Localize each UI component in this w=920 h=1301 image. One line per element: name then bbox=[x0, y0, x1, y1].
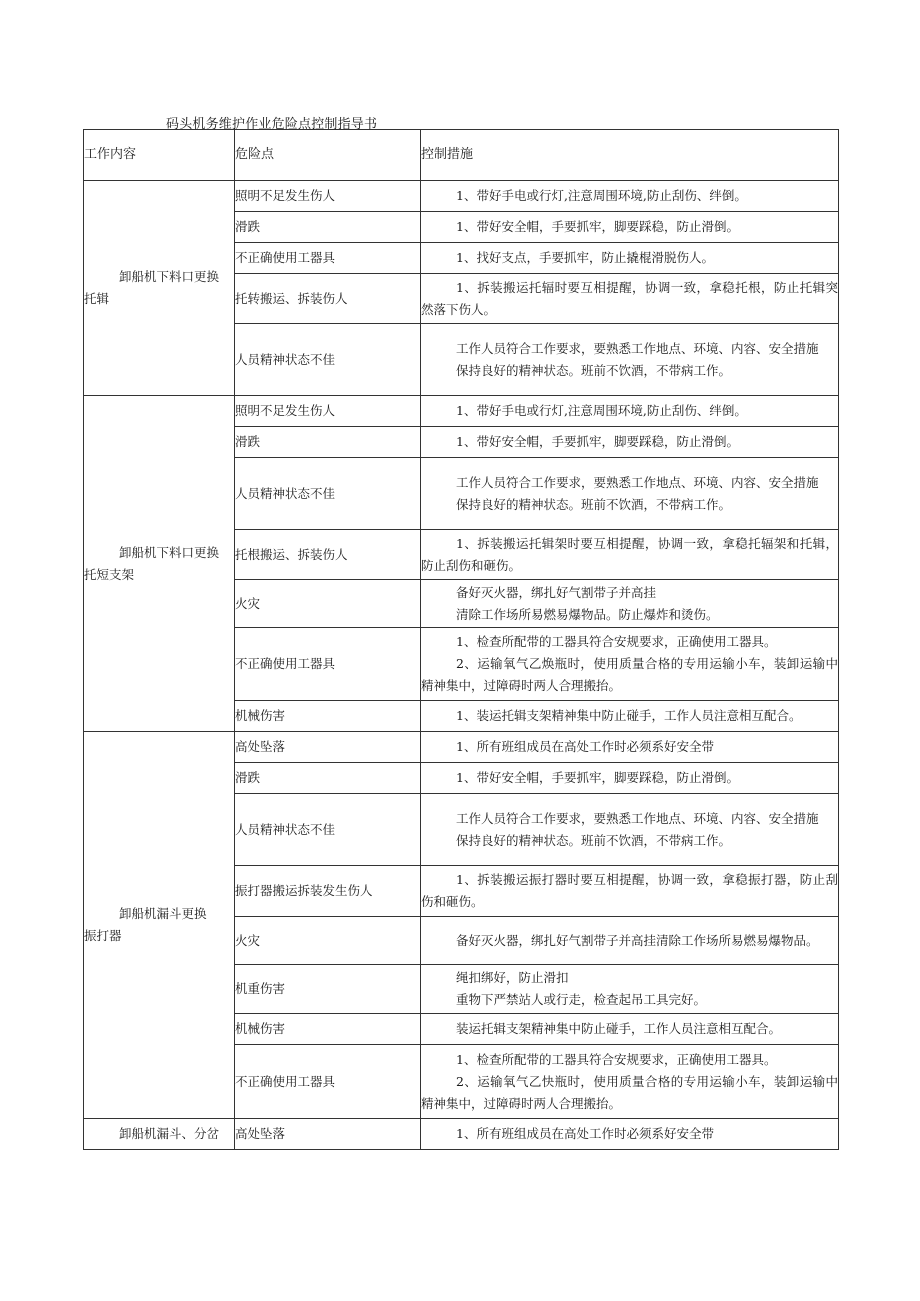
hazard-control-table bbox=[83, 129, 839, 1150]
control-measure-cell bbox=[421, 965, 839, 1014]
work-content-cell bbox=[84, 396, 235, 732]
control-measure-cell bbox=[421, 212, 839, 243]
header-control-measures: 控制措施 bbox=[421, 130, 839, 181]
work-content-line: 卸船机漏斗、分岔 bbox=[119, 1126, 220, 1141]
hazard-point-cell: 高处坠落 bbox=[235, 732, 421, 763]
control-measure-text: 1、带好安全帽，手要抓牢，脚要踩稳，防止滑倒。 bbox=[456, 219, 739, 234]
control-measure-text: 1、拆装搬运振打器时要互相提醒，协调一致，拿稳振打器，防止刮伤和砸伤。 bbox=[421, 872, 838, 909]
hazard-point-cell: 照明不足发生伤人 bbox=[235, 396, 421, 427]
control-measure-text: 1、带好安全帽，手要抓牢，脚要踩稳，防止滑倒。 bbox=[456, 434, 739, 449]
control-measure-cell bbox=[421, 427, 839, 458]
hazard-point-cell: 照明不足发生伤人 bbox=[235, 181, 421, 212]
control-measure-cell bbox=[421, 763, 839, 794]
control-measure-text: 1、检查所配带的工器具符合安规要求，正确使用工器具。 bbox=[456, 1051, 777, 1067]
hazard-point-cell: 滑跌 bbox=[235, 427, 421, 458]
control-measure-text: 工作人员符合工作要求，要熟悉工作地点、环境、内容、安全措施 bbox=[456, 340, 819, 356]
control-measure-cell bbox=[421, 628, 839, 701]
table-row bbox=[84, 1119, 839, 1150]
hazard-point-cell: 滑跌 bbox=[235, 212, 421, 243]
control-measure-text: 保持良好的精神状态。班前不饮酒，不带病工作。 bbox=[456, 832, 732, 848]
control-measure-text: 2、运输氧气乙焕瓶时，使用质量合格的专用运输小车，装卸运输中精神集中，过障碍时两人合理搬抬。 bbox=[421, 656, 838, 693]
hazard-point-cell: 托转搬运、拆装伤人 bbox=[235, 274, 421, 324]
table-row bbox=[84, 396, 839, 427]
control-measure-cell bbox=[421, 274, 839, 324]
control-measure-text: 保持良好的精神状态。班前不饮酒，不带病工作。 bbox=[456, 362, 732, 378]
document-title: 码头机务维护作业危险点控制指导书 bbox=[166, 117, 378, 132]
table-row bbox=[84, 732, 839, 763]
hazard-point-cell: 人员精神状态不佳 bbox=[235, 324, 421, 396]
control-measure-cell bbox=[421, 917, 839, 965]
control-measure-text: 1、检查所配带的工器具符合安规要求，正确使用工器具。 bbox=[456, 634, 777, 649]
control-measure-cell bbox=[421, 1045, 839, 1119]
work-content-line: 振打器 bbox=[84, 928, 122, 943]
hazard-point-cell: 人员精神状态不佳 bbox=[235, 794, 421, 866]
control-measure-cell bbox=[421, 243, 839, 274]
hazard-point-cell: 不正确使用工器具 bbox=[235, 1045, 421, 1119]
control-measure-text: 备好灭火器，绑扎好气割带子并高挂清除工作场所易燃易爆物品。 bbox=[456, 932, 819, 948]
control-measure-text: 1、带好安全帽，手要抓牢，脚要踩稳，防止滑倒。 bbox=[456, 770, 739, 785]
work-content-line: 卸船机漏斗更换 bbox=[119, 906, 207, 921]
hazard-point-cell: 振打器搬运拆装发生伤人 bbox=[235, 866, 421, 917]
control-measure-cell bbox=[421, 530, 839, 580]
hazard-point-cell: 托根搬运、拆装伤人 bbox=[235, 530, 421, 580]
control-measure-text: 装运托辑支架精神集中防止碰手，工作人员注意相互配合。 bbox=[456, 1021, 782, 1036]
control-measure-cell bbox=[421, 866, 839, 917]
table-body bbox=[84, 181, 839, 1150]
control-measure-cell bbox=[421, 396, 839, 427]
control-measure-text: 绳扣绑好，防止滑扣 bbox=[456, 970, 569, 985]
control-measure-text: 1、拆装搬运托辑架时要互相提醒，协调一致，拿稳托辐架和托辑，防止刮伤和砸伤。 bbox=[421, 535, 838, 573]
control-measure-text: 1、装运托辑支架精神集中防止碰手，工作人员注意相互配合。 bbox=[456, 708, 802, 723]
control-measure-cell bbox=[421, 794, 839, 866]
hazard-point-cell: 机械伤害 bbox=[235, 1014, 421, 1045]
table-row bbox=[84, 181, 839, 212]
control-measure-text: 工作人员符合工作要求，要熟悉工作地点、环境、内容、安全措施 bbox=[456, 474, 819, 490]
hazard-point-cell: 滑跌 bbox=[235, 763, 421, 794]
control-measure-text: 2、运输氧气乙快瓶时，使用质量合格的专用运输小车，装卸运输中精神集中，过障碍时两人合理搬抬。 bbox=[421, 1073, 838, 1111]
control-measure-cell bbox=[421, 458, 839, 530]
work-content-line: 托辑 bbox=[84, 291, 110, 306]
control-measure-text: 1、带好手电或行灯,注意周围环境,防止刮伤、绊倒。 bbox=[456, 188, 747, 203]
control-measure-cell bbox=[421, 1014, 839, 1045]
work-content-cell bbox=[84, 732, 235, 1119]
control-measure-cell bbox=[421, 324, 839, 396]
control-measure-text: 备好灭火器，绑扎好气割带子并高挂 bbox=[456, 584, 657, 600]
hazard-point-cell: 机械伤害 bbox=[235, 701, 421, 732]
control-measure-text: 1、找好支点，手要抓牢，防止撬棍滑脱伤人。 bbox=[456, 250, 714, 265]
hazard-point-cell: 火灾 bbox=[235, 580, 421, 628]
control-measure-text: 1、拆装搬运托辐时要互相提醒，协调一致，拿稳托根，防止托辑突然落下伤人。 bbox=[421, 279, 838, 317]
header-hazard-point: 危险点 bbox=[235, 130, 421, 181]
control-measure-text: 1、所有班组成员在高处工作时必须系好安全带 bbox=[456, 739, 714, 754]
control-measure-text: 清除工作场所易燃易爆物品。防止爆炸和烫伤。 bbox=[456, 606, 719, 622]
hazard-point-cell: 机重伤害 bbox=[235, 965, 421, 1014]
control-measure-cell bbox=[421, 732, 839, 763]
control-measure-text: 重物下严禁站人或行走，检查起吊工具完好。 bbox=[456, 992, 707, 1007]
work-content-line: 卸船机下料口更换 bbox=[119, 269, 220, 284]
control-measure-text: 1、所有班组成员在高处工作时必须系好安全带 bbox=[456, 1126, 714, 1141]
header-work-content: 工作内容 bbox=[84, 130, 235, 181]
hazard-point-cell: 不正确使用工器具 bbox=[235, 243, 421, 274]
control-measure-text: 1、带好手电或行灯,注意周围环境,防止刮伤、绊倒。 bbox=[456, 403, 747, 418]
hazard-point-cell: 不正确使用工器具 bbox=[235, 628, 421, 701]
work-content-line: 卸船机下料口更换 bbox=[119, 544, 220, 560]
control-measure-text: 工作人员符合工作要求，要熟悉工作地点、环境、内容、安全措施 bbox=[456, 810, 819, 826]
work-content-cell bbox=[84, 181, 235, 396]
control-measure-cell bbox=[421, 701, 839, 732]
control-measure-cell bbox=[421, 181, 839, 212]
hazard-point-cell: 人员精神状态不佳 bbox=[235, 458, 421, 530]
work-content-line: 托短支架 bbox=[84, 566, 135, 582]
control-measure-text: 保持良好的精神状态。班前不饮酒，不带病工作。 bbox=[456, 496, 732, 512]
work-content-cell bbox=[84, 1119, 235, 1150]
table-header-row bbox=[84, 130, 839, 181]
control-measure-cell bbox=[421, 580, 839, 628]
control-measure-cell bbox=[421, 1119, 839, 1150]
hazard-point-cell: 高处坠落 bbox=[235, 1119, 421, 1150]
hazard-point-cell: 火灾 bbox=[235, 917, 421, 965]
